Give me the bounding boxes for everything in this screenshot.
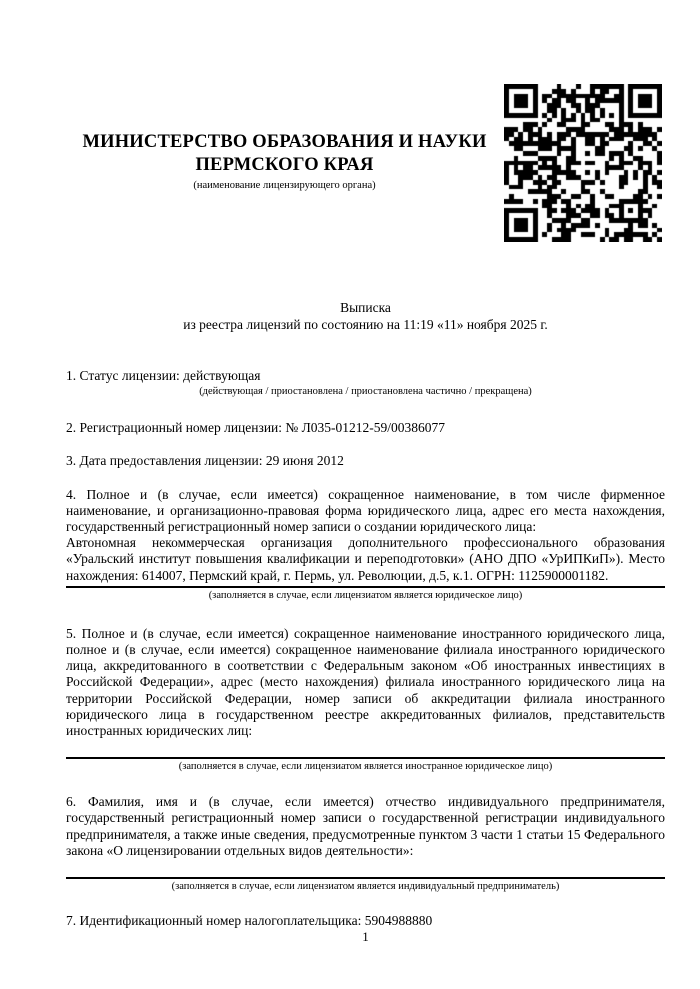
- section-inn: [66, 913, 665, 929]
- ministry-name: [66, 131, 503, 177]
- licensing-authority-caption: (наименование лицензирующего органа): [193, 180, 376, 191]
- foreign-entity-value: [66, 739, 665, 755]
- foreign-entity-text: 5. Полное и (в случае, если имеется) сокращенное наименование иностранного юридического лица, полное и (в случае, если имеется) сокращенное наименование филиала иностранного юридического лица, аккредитованного в соответствии с Федеральным законом «Об иностранных инвестициях в Российской Федерации», адрес (место нахождения) филиала иностранного юридического лица на территории Российской Федерации, номер записи об аккредитации филиала иностранного юридического лица в государственном реестре аккредитованных филиалов, представительств иностранных юридических лиц:: [66, 625, 665, 739]
- individual-entrepreneur-caption: (заполняется в случае, если лицензиатом является индивидуальный предприниматель): [171, 881, 560, 893]
- grant-date-text: 3. Дата предоставления лицензии: 29 июня 2012: [66, 453, 344, 469]
- legal-entity-text: 4. Полное и (в случае, если имеется) сокращенное наименование, в том числе фирменное наименование, и организационно-правовая форма юридического лица, адрес его места нахождения, государственный регистрационный номер записи о создании юридического лица:: [66, 486, 665, 535]
- document-title: [66, 300, 665, 333]
- document-title-line1: Выписка: [340, 300, 391, 315]
- licensing-authority-header: [66, 131, 503, 192]
- ministry-name-line1: МИНИСТЕРСТВО ОБРАЗОВАНИЯ И НАУКИ: [82, 132, 487, 152]
- section-foreign-entity: [66, 626, 665, 773]
- document-title-line2: из реестра лицензий по состоянию на 11:19 «11» ноября 2025 г.: [183, 316, 548, 332]
- section-license-status: [66, 368, 665, 398]
- registration-number-text: 2. Регистрационный номер лицензии: № Л035-01212-59/00386077: [66, 420, 446, 436]
- inn-text: 7. Идентификационный номер налогоплательщика: 5904988880: [66, 913, 433, 929]
- legal-entity-caption: (заполняется в случае, если лицензиатом является юридическое лицо): [208, 589, 523, 601]
- section-grant-date: [66, 453, 665, 469]
- license-status-caption: (действующая / приостановлена / приостановлена частично / прекращена): [199, 386, 532, 398]
- page-number: 1: [362, 929, 369, 945]
- section-individual-entrepreneur: [66, 794, 665, 893]
- legal-entity-rule: [66, 586, 665, 588]
- qr-code-icon: [504, 84, 662, 242]
- section-legal-entity: [66, 487, 665, 602]
- legal-entity-value: Автономная некоммерческая организация дополнительного профессионального образования «Уральский институт повышения квалификации и переподготовки» (АНО ДПО «УрИПКиП»). Место нахождения: 614007, Пермский край, г. Пермь, ул. Революции, д.5, к.1. ОГРН: 1125900001182.: [66, 535, 665, 583]
- foreign-entity-rule: [66, 757, 665, 759]
- ministry-name-line2: ПЕРМСКОГО КРАЯ: [195, 155, 374, 175]
- section-registration-number: [66, 420, 665, 436]
- individual-entrepreneur-rule: [66, 877, 665, 879]
- foreign-entity-caption: (заполняется в случае, если лицензиатом является иностранное юридическое лицо): [178, 761, 553, 773]
- individual-entrepreneur-text: 6. Фамилия, имя и (в случае, если имеется) отчество индивидуального предпринимателя, государственный регистрационный номер записи о государственной регистрации индивидуального предпринимателя, а также иные сведения, предусмотренные пунктом 3 части 1 статьи 15 Федерального закона «О лицензировании отдельных видов деятельности»:: [66, 794, 665, 858]
- individual-entrepreneur-value: [66, 859, 665, 875]
- license-status-text: 1. Статус лицензии: действующая: [66, 368, 261, 383]
